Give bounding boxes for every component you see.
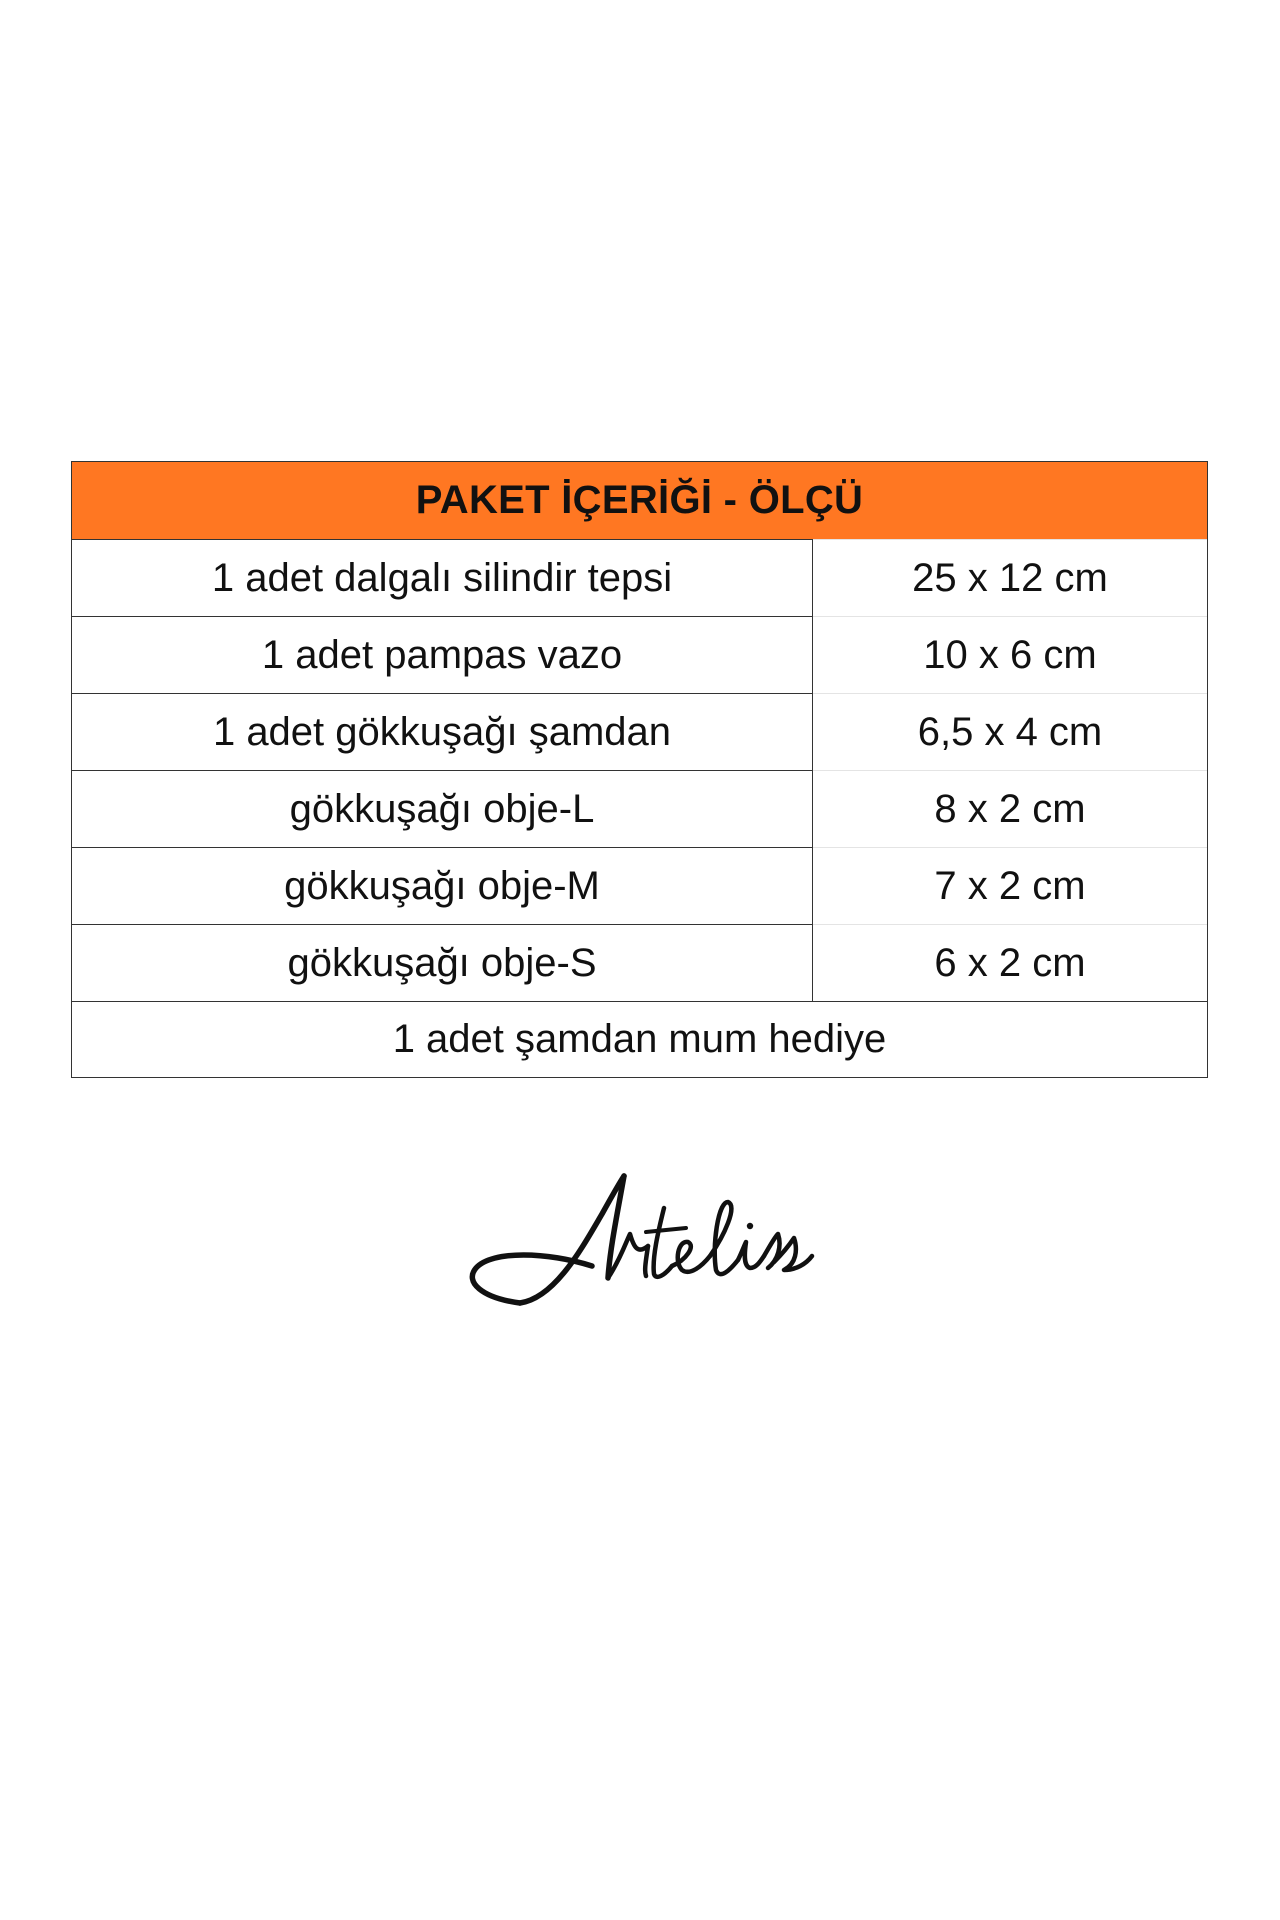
item-size: 7 x 2 cm bbox=[813, 847, 1207, 924]
item-name: 1 adet dalgalı silindir tepsi bbox=[72, 539, 813, 616]
table-row bbox=[72, 924, 1207, 1001]
item-size: 6,5 x 4 cm bbox=[813, 693, 1207, 770]
item-size: 6 x 2 cm bbox=[813, 924, 1207, 1001]
gift-note: 1 adet şamdan mum hediye bbox=[72, 1001, 1207, 1077]
table-title: PAKET İÇERİĞİ - ÖLÇÜ bbox=[72, 462, 1207, 539]
brand-logo bbox=[460, 1170, 820, 1340]
item-name: 1 adet pampas vazo bbox=[72, 616, 813, 693]
table-row bbox=[72, 847, 1207, 924]
item-size: 8 x 2 cm bbox=[813, 770, 1207, 847]
package-contents-table bbox=[71, 461, 1208, 1078]
item-name: gökkuşağı obje-L bbox=[72, 770, 813, 847]
item-name: gökkuşağı obje-S bbox=[72, 924, 813, 1001]
table-row bbox=[72, 539, 1207, 616]
item-size: 25 x 12 cm bbox=[813, 539, 1207, 616]
item-name: 1 adet gökkuşağı şamdan bbox=[72, 693, 813, 770]
item-name: gökkuşağı obje-M bbox=[72, 847, 813, 924]
item-size: 10 x 6 cm bbox=[813, 616, 1207, 693]
table-row bbox=[72, 616, 1207, 693]
table-row bbox=[72, 770, 1207, 847]
table-row bbox=[72, 693, 1207, 770]
